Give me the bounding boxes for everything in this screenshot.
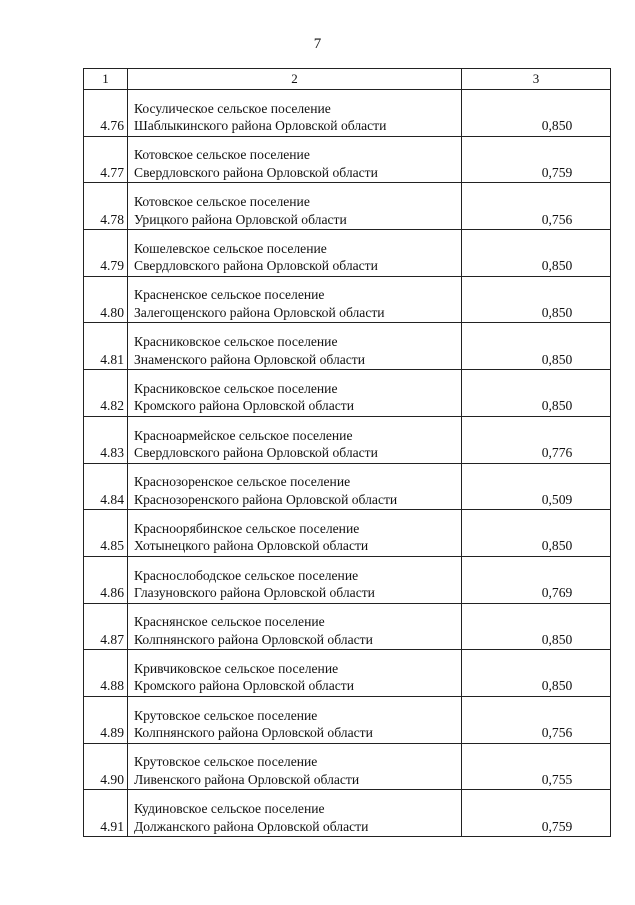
coefficient-value: 0,850 (462, 90, 611, 137)
row-number: 4.88 (84, 650, 128, 697)
district-name-line: Колпнянского района Орловской области (134, 725, 373, 741)
row-number: 4.78 (84, 183, 128, 230)
row-number: 4.84 (84, 463, 128, 510)
row-number: 4.91 (84, 790, 128, 837)
table-row (84, 230, 611, 277)
table-row (84, 650, 611, 697)
settlement-name-line: Крутовское сельское поселение (134, 707, 318, 723)
settlement-name (128, 696, 462, 743)
row-number: 4.86 (84, 556, 128, 603)
settlement-name (128, 603, 462, 650)
row-number: 4.87 (84, 603, 128, 650)
settlement-name (128, 790, 462, 837)
settlement-name-line: Краснозоренское сельское поселение (134, 474, 351, 490)
row-number: 4.89 (84, 696, 128, 743)
settlement-name-line: Краснянское сельское поселение (134, 614, 325, 630)
table-row (84, 183, 611, 230)
settlement-name (128, 743, 462, 790)
settlement-name (128, 230, 462, 277)
district-name-line: Краснозоренского района Орловской области (134, 491, 398, 507)
coefficient-value: 0,850 (462, 323, 611, 370)
settlement-name-line: Крутовское сельское поселение (134, 754, 318, 770)
row-number: 4.80 (84, 276, 128, 323)
table-row (84, 556, 611, 603)
row-number: 4.76 (84, 90, 128, 137)
coefficient-value: 0,850 (462, 650, 611, 697)
column-header-2: 2 (128, 69, 462, 90)
settlement-name (128, 556, 462, 603)
district-name-line: Должанского района Орловской области (134, 818, 369, 834)
settlement-name-line: Красненское сельское поселение (134, 287, 325, 303)
district-name-line: Глазуновского района Орловской области (134, 585, 375, 601)
settlement-name-line: Красноорябинское сельское поселение (134, 520, 360, 536)
coefficient-value: 0,756 (462, 696, 611, 743)
table-row (84, 136, 611, 183)
coefficient-value: 0,759 (462, 136, 611, 183)
settlement-name-line: Кошелевское сельское поселение (134, 240, 327, 256)
settlements-table (83, 68, 611, 837)
settlement-name-line: Котовское сельское поселение (134, 194, 310, 210)
district-name-line: Урицкого района Орловской области (134, 211, 347, 227)
table-header-row (84, 69, 611, 90)
settlement-name (128, 323, 462, 370)
settlement-name-line: Красниковское сельское поселение (134, 380, 338, 396)
settlement-name (128, 136, 462, 183)
column-header-1: 1 (84, 69, 128, 90)
settlement-name-line: Косулическое сельское поселение (134, 100, 331, 116)
row-number: 4.82 (84, 370, 128, 417)
coefficient-value: 0,755 (462, 743, 611, 790)
row-number: 4.90 (84, 743, 128, 790)
coefficient-value: 0,850 (462, 276, 611, 323)
district-name-line: Свердловского района Орловской области (134, 164, 378, 180)
district-name-line: Хотынецкого района Орловской области (134, 538, 369, 554)
table-row (84, 743, 611, 790)
row-number: 4.81 (84, 323, 128, 370)
settlement-name (128, 276, 462, 323)
coefficient-value: 0,759 (462, 790, 611, 837)
district-name-line: Залегощенского района Орловской области (134, 304, 385, 320)
settlement-name-line: Красниковское сельское поселение (134, 334, 338, 350)
coefficient-value: 0,850 (462, 603, 611, 650)
settlement-name-line: Котовское сельское поселение (134, 147, 310, 163)
district-name-line: Кромского района Орловской области (134, 678, 355, 694)
settlement-name (128, 90, 462, 137)
settlement-name-line: Красноармейское сельское поселение (134, 427, 353, 443)
table-row (84, 790, 611, 837)
coefficient-value: 0,756 (462, 183, 611, 230)
table-row (84, 463, 611, 510)
row-number: 4.85 (84, 510, 128, 557)
row-number: 4.79 (84, 230, 128, 277)
coefficient-value: 0,850 (462, 510, 611, 557)
row-number: 4.77 (84, 136, 128, 183)
district-name-line: Ливенского района Орловской области (134, 771, 360, 787)
table-row (84, 323, 611, 370)
settlement-name-line: Краснослободское сельское поселение (134, 567, 359, 583)
coefficient-value: 0,509 (462, 463, 611, 510)
coefficient-value: 0,776 (462, 416, 611, 463)
settlement-name-line: Кривчиковское сельское поселение (134, 660, 339, 676)
district-name-line: Кромского района Орловской области (134, 398, 355, 414)
table-row (84, 416, 611, 463)
settlement-name (128, 370, 462, 417)
district-name-line: Колпнянского района Орловской области (134, 631, 373, 647)
table-row (84, 696, 611, 743)
table-row (84, 90, 611, 137)
column-header-3: 3 (462, 69, 611, 90)
district-name-line: Свердловского района Орловской области (134, 258, 378, 274)
district-name-line: Знаменского района Орловской области (134, 351, 366, 367)
district-name-line: Свердловского района Орловской области (134, 445, 378, 460)
district-name-line: Шаблыкинского района Орловской области (134, 118, 387, 134)
coefficient-value: 0,850 (462, 370, 611, 417)
table-row (84, 276, 611, 323)
row-number: 4.83 (84, 416, 128, 463)
settlement-name-line: Кудиновское сельское поселение (134, 801, 325, 816)
page-number: 7 (313, 36, 322, 52)
table-row (84, 603, 611, 650)
settlement-name (128, 463, 462, 510)
settlement-name (128, 183, 462, 230)
table-body (84, 90, 611, 837)
settlement-name (128, 650, 462, 697)
coefficient-value: 0,850 (462, 230, 611, 277)
table-row (84, 370, 611, 417)
settlement-name (128, 416, 462, 463)
table-row (84, 510, 611, 557)
coefficient-value: 0,769 (462, 556, 611, 603)
settlement-name (128, 510, 462, 557)
